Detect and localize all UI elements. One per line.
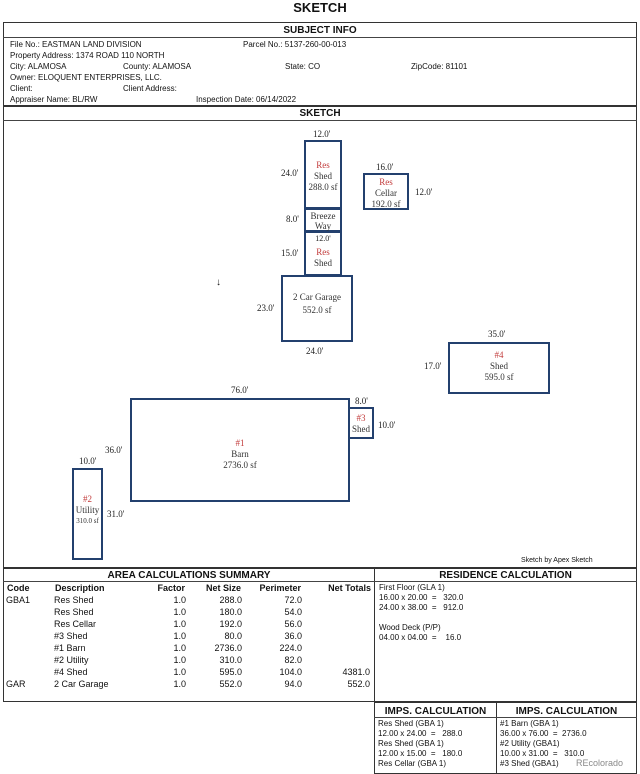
area-summary-cell-code — [6, 642, 54, 654]
shed3-name: #3 — [356, 413, 366, 423]
res-shed-top-height: 24.0' — [281, 168, 299, 178]
area-summary-cell-factor: 1.0 — [173, 631, 186, 641]
res-cellar-shape — [363, 173, 409, 210]
imps-calc-1-line: Res Shed (GBA 1) — [378, 739, 444, 748]
area-summary-row — [6, 606, 372, 618]
res-shed-small-shape — [304, 231, 342, 276]
area-summary-cell-perimeter: 36.0 — [284, 631, 302, 641]
res-shed-small-type: Shed — [314, 258, 332, 268]
utility-name: #2 — [83, 494, 92, 504]
area-summary-cell-perimeter: 224.0 — [279, 643, 302, 653]
area-summary-cell-factor: 1.0 — [173, 667, 186, 677]
area-summary-cell-net-total — [302, 654, 372, 666]
area-summary-cell-factor: 1.0 — [173, 607, 186, 617]
utility-type: Utility — [75, 505, 100, 515]
area-summary-row — [6, 654, 372, 666]
area-summary-cell-net-size: 552.0 — [219, 679, 242, 689]
barn-area: 2736.0 sf — [223, 460, 257, 470]
area-summary-row — [6, 630, 372, 642]
area-summary-cell-description: Res Shed — [54, 595, 94, 605]
res-cellar-depth: 12.0' — [415, 187, 433, 197]
residence-calc-line: Wood Deck (P/P) — [379, 623, 441, 632]
imps-calc-2-lines — [500, 719, 587, 769]
area-summary-cell-factor: 1.0 — [173, 619, 186, 629]
res-cellar-type: Cellar — [375, 188, 397, 198]
area-summary-cell-description: #3 Shed — [54, 631, 88, 641]
shed3-type: Shed — [352, 424, 370, 434]
res-shed-small-height: 15.0' — [281, 248, 299, 258]
shed4-type: Shed — [490, 361, 508, 371]
res-shed-top-name: Res — [316, 160, 330, 170]
area-summary-row — [6, 666, 372, 678]
area-summary-cell-description: #4 Shed — [54, 667, 88, 677]
res-cellar-area: 192.0 sf — [371, 199, 401, 209]
client: Client: — [10, 84, 33, 93]
breezeway-shape — [304, 208, 342, 232]
area-summary-cell-factor: 1.0 — [173, 655, 186, 665]
area-summary-cell-net-size: 192.0 — [219, 619, 242, 629]
owner: Owner: ELOQUENT ENTERPRISES, LLC. — [10, 73, 162, 82]
area-summary-header: AREA CALCULATIONS SUMMARY — [107, 570, 271, 581]
col-factor: Factor — [157, 583, 185, 593]
area-summary-cell-code — [6, 606, 54, 618]
area-summary-cell-perimeter: 54.0 — [284, 607, 302, 617]
imps-calc-1-line: Res Cellar (GBA 1) — [378, 759, 447, 768]
barn-shape — [130, 398, 350, 502]
imps-calc-1-header: IMPS. CALCULATION — [384, 706, 487, 717]
area-summary-cell-factor: 1.0 — [173, 595, 186, 605]
imps-calc-2-line: #1 Barn (GBA 1) — [500, 719, 559, 728]
res-shed-top-type: Shed — [314, 171, 332, 181]
zip: ZipCode: 81101 — [411, 62, 468, 71]
appraiser: Appraiser Name: BL/RW — [10, 95, 98, 104]
sketch-header: SKETCH — [299, 108, 341, 119]
utility-shape — [72, 468, 103, 560]
imps-calc-2-line: 10.00 x 31.00 = 310.0 — [500, 749, 585, 758]
area-summary-cell-factor: 1.0 — [173, 679, 186, 689]
utility-depth: 31.0' — [107, 509, 125, 519]
area-summary-cell-perimeter: 82.0 — [284, 655, 302, 665]
garage-shape — [281, 275, 353, 342]
shed3-width: 8.0' — [355, 396, 368, 406]
barn-width: 76.0' — [231, 385, 249, 395]
sketch-credit: Sketch by Apex Sketch — [521, 557, 593, 564]
area-summary-cell-code: GAR — [6, 679, 26, 689]
client-address: Client Address: — [123, 84, 177, 93]
area-summary-cell-code: GBA1 — [6, 595, 31, 605]
area-summary-header-row — [6, 582, 372, 594]
garage-area: 552.0 sf — [302, 305, 332, 315]
area-summary-cell-net-size: 288.0 — [219, 595, 242, 605]
watermark-logo: REcolorado — [576, 758, 624, 768]
subject-info-header: SUBJECT INFO — [283, 25, 357, 36]
shed4-shape — [448, 342, 550, 394]
parcel-no: Parcel No.: 5137-260-00-013 — [243, 40, 347, 49]
imps-calc-2-line: 36.00 x 76.00 = 2736.0 — [500, 729, 587, 738]
imps-calc-2-line: #2 Utility (GBA1) — [500, 739, 560, 748]
shed4-depth: 17.0' — [424, 361, 442, 371]
area-summary-cell-net-total: 4381.0 — [342, 667, 370, 677]
residence-calc-lines — [379, 583, 463, 643]
breezeway-label-1: Breeze — [310, 211, 336, 221]
area-summary-cell-perimeter: 72.0 — [284, 595, 302, 605]
col-description: Description — [55, 583, 105, 593]
res-shed-top-shape — [304, 140, 342, 209]
residence-calc-line: 04.00 x 04.00 = 16.0 — [379, 633, 462, 642]
area-summary-cell-description: Res Cellar — [54, 619, 97, 629]
area-summary-cell-net-size: 595.0 — [219, 667, 242, 677]
garage-height: 23.0' — [257, 303, 275, 313]
area-summary-cell-net-total — [302, 642, 372, 654]
area-summary-cell-net-size: 2736.0 — [214, 643, 242, 653]
area-summary-cell-perimeter: 56.0 — [284, 619, 302, 629]
col-perimeter: Perimeter — [259, 583, 301, 593]
utility-area: 310.0 sf — [76, 517, 99, 525]
area-summary-row — [6, 678, 372, 690]
shed3-depth: 10.0' — [378, 420, 396, 430]
garage-width: 24.0' — [306, 346, 324, 356]
res-shed-top-width: 12.0' — [313, 129, 331, 139]
imps-calc-2-line: #3 Shed (GBA1) — [500, 759, 559, 768]
city: City: ALAMOSA — [10, 62, 67, 71]
area-summary-cell-code — [6, 618, 54, 630]
res-shed-small-width: 12.0' — [315, 234, 331, 243]
col-code: Code — [7, 583, 30, 593]
utility-width: 10.0' — [79, 456, 97, 466]
imps-calc-2-header: IMPS. CALCULATION — [515, 706, 618, 717]
area-summary-row — [6, 642, 372, 654]
residence-calc-line — [379, 613, 463, 623]
area-summary-row — [6, 594, 372, 606]
shed4-width: 35.0' — [488, 329, 506, 339]
area-summary-cell-net-total — [302, 606, 372, 618]
col-net-totals: Net Totals — [328, 583, 371, 593]
barn-type: Barn — [231, 449, 249, 459]
area-summary-cell-net-total — [302, 618, 372, 630]
res-cellar-width: 16.0' — [376, 162, 394, 172]
area-summary-cell-description: Res Shed — [54, 607, 94, 617]
area-summary-cell-description: #1 Barn — [54, 643, 86, 653]
residence-calc-line: 24.00 x 38.00 = 912.0 — [379, 603, 464, 612]
imps-calc-1-line: 12.00 x 15.00 = 180.0 — [378, 749, 463, 758]
area-summary-table — [6, 582, 372, 690]
imps-calc-1-line: 12.00 x 24.00 = 288.0 — [378, 729, 463, 738]
area-summary-cell-net-total: 552.0 — [347, 679, 370, 689]
res-cellar-name: Res — [379, 177, 393, 187]
area-summary-cell-factor: 1.0 — [173, 643, 186, 653]
area-summary-cell-description: 2 Car Garage — [54, 679, 109, 689]
shed4-name: #4 — [494, 350, 504, 360]
area-summary-cell-code — [6, 654, 54, 666]
barn-name: #1 — [235, 438, 245, 448]
breezeway-length: 8.0' — [286, 214, 299, 224]
breezeway-label-2: Way — [314, 221, 332, 231]
barn-depth: 36.0' — [105, 445, 123, 455]
file-no: File No.: EASTMAN LAND DIVISION — [10, 40, 142, 49]
area-summary-row — [6, 618, 372, 630]
residence-calc-line: 16.00 x 20.00 = 320.0 — [379, 593, 464, 602]
arrow-marker-icon: ↓ — [216, 277, 221, 288]
garage-label: 2 Car Garage — [293, 292, 341, 302]
shed3-shape — [348, 407, 374, 439]
area-summary-cell-perimeter: 94.0 — [284, 679, 302, 689]
area-summary-cell-net-size: 310.0 — [219, 655, 242, 665]
res-shed-top-area: 288.0 sf — [308, 182, 338, 192]
col-net-size: Net Size — [205, 583, 241, 593]
area-summary-cell-net-size: 180.0 — [219, 607, 242, 617]
res-shed-small-name: Res — [316, 247, 330, 257]
imps-calc-1-lines — [378, 719, 462, 769]
area-summary-cell-net-total — [302, 630, 372, 642]
area-summary-cell-perimeter: 104.0 — [279, 667, 302, 677]
page-title: SKETCH — [293, 0, 347, 15]
property-address: Property Address: 1374 ROAD 110 NORTH — [10, 51, 165, 60]
imps-calc-1-line: Res Shed (GBA 1) — [378, 719, 444, 728]
shed4-area: 595.0 sf — [484, 372, 514, 382]
county: County: ALAMOSA — [123, 62, 192, 71]
area-summary-cell-code — [6, 666, 54, 678]
residence-calc-line: First Floor (GLA 1) — [379, 583, 445, 592]
area-summary-cell-code — [6, 630, 54, 642]
area-summary-cell-net-total — [302, 594, 372, 606]
residence-calc-header: RESIDENCE CALCULATION — [439, 570, 572, 581]
area-summary-cell-description: #2 Utility — [54, 655, 89, 665]
state: State: CO — [285, 62, 321, 71]
area-summary-cell-net-size: 80.0 — [224, 631, 242, 641]
inspection-date: Inspection Date: 06/14/2022 — [196, 95, 297, 104]
